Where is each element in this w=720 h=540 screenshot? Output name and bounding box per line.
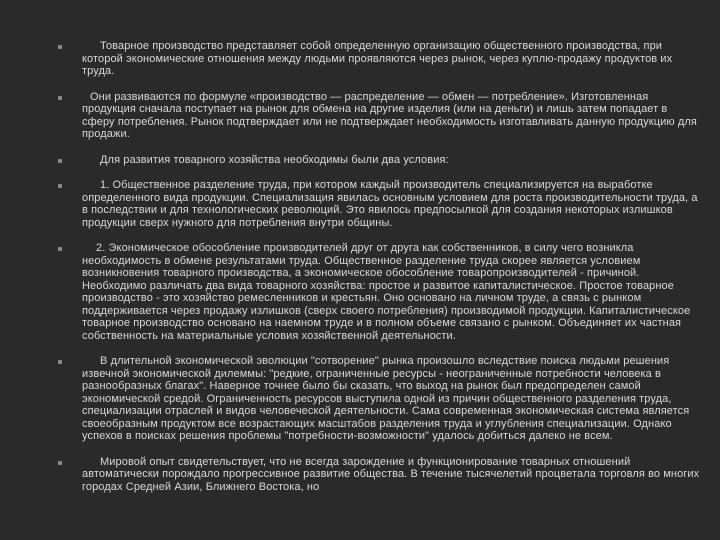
bullet-marker-icon bbox=[58, 247, 62, 251]
bullet-text: Мировой опыт свидетельствует, что не всегда зарождение и функционирование товарных отношений автоматически порождало прогрессивное развитие общества. В течение тысячелетий процветала торговля во многих городах Средней Азии, Ближнего Востока, но bbox=[82, 455, 703, 493]
bullet-item bbox=[50, 455, 703, 494]
bullet-marker-icon bbox=[58, 45, 62, 49]
bullet-list bbox=[50, 40, 703, 506]
bullet-item bbox=[50, 40, 700, 78]
bullet-text: Товарное производство представляет собой определенную организацию общественного производства, при которой экономические отношения между людьми проявляются через рынок, через куплю-продажу продуктов их труда. bbox=[82, 40, 676, 77]
bullet-marker-icon bbox=[58, 184, 62, 188]
bullet-item bbox=[50, 355, 700, 443]
bullet-item bbox=[50, 242, 700, 342]
bullet-text: Они развиваются по формуле «производство — распределение — обмен — потребление». Изготовленная продукция сначала поступает на рынок для обмена на другие изделия (или на деньги) и лишь затем попадает в сферу потребления. Рынок подтверждает или не подтверждает необходимость изготавливать данную продукцию для продажи. bbox=[82, 90, 701, 140]
bullet-text: В длительной экономической эволюции "сотворение" рынка произошло вследствие поиска людьми решения извечной экономической дилеммы: "редкие, ограниченные ресурсы - неограниченные потребности человека в разнообразных благах". Наверное точнее было бы сказать, что выход на рынок был предопределен самой экономической средой. Ограниченность ресурсов выступила одной из причин общественного разделения труда, специализации отраслей и видов человеческой деятельности. Сама современная экономическая система является своеобразным продуктом все возрастающих масштабов разделения труда и углубления специализации. Однако успехов в поисках решения проблемы "потребности-возможности" удалось добиться далеко не всем. bbox=[82, 355, 693, 442]
bullet-item bbox=[50, 154, 700, 167]
bullet-marker-icon bbox=[58, 96, 62, 100]
bullet-item bbox=[50, 179, 700, 229]
bullet-marker-icon bbox=[58, 159, 62, 163]
bullet-item bbox=[50, 91, 700, 141]
bullet-text: 1. Общественное разделение труда, при котором каждый производитель специализируется на выработке определенного вида продукции. Специализация явилась основным условием для роста производительности труда, а в последствии и для технологических революций. Это явилось предпосылкой для создания некоторых излишков продукции сверх нужного для потребления внутри общины. bbox=[82, 179, 701, 229]
bullet-marker-icon bbox=[58, 461, 62, 465]
bullet-marker-icon bbox=[58, 360, 62, 364]
bullet-text: Для развития товарного хозяйства необходимы были два условия: bbox=[100, 153, 449, 166]
bullet-text: 2. Экономическое обособление производителей друг от друга как собственников, в силу чего возникла необходимость в обмене результатами труда. Общественное разделение труда скорее является условием возникновения товарного производства, а экономическое обособление товаропроизводителей - причиной. Необходимо различать два вида товарного хозяйства: простое и развитое капиталистическое. Простое товарное производство - это хозяйство ремесленников и крестьян. Оно основано на личном труде, а связь с рынком поддерживается через продажу излишков (сверх своего потребления) производимой продукции. Капиталистическое товарное производство основано на наемном труде и в полном объеме связано с рынком. Объединяет их частная собственность на материальные условия хозяйственной деятельности. bbox=[82, 242, 694, 342]
